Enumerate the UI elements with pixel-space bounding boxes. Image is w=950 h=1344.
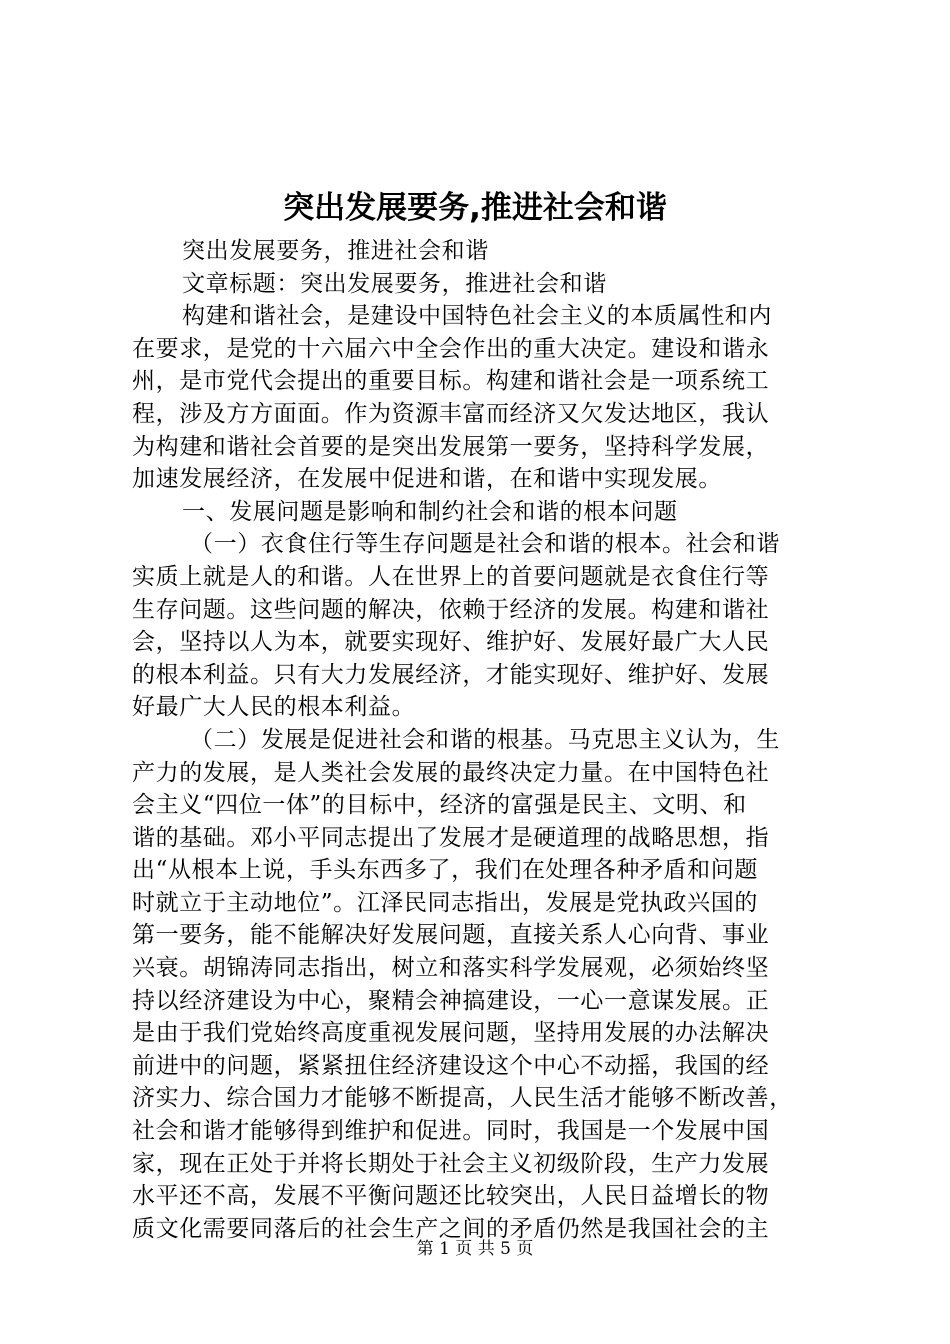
text-line: （一）衣食住行等生存问题是社会和谐的根本。社会和谐: [190, 531, 780, 558]
text-line: 第一要务，能不能解决好发展问题，直接关系人心向背、事业: [132, 922, 770, 949]
text-line: 前进中的问题，紧紧扭住经济建设这个中心不动摇，我国的经: [132, 1052, 770, 1079]
section-heading: 一、发展问题是影响和制约社会和谐的根本问题: [182, 498, 678, 525]
text-line: 为构建和谐社会首要的是突出发展第一要务，坚持科学发展，: [132, 433, 770, 460]
text-line: 出“从根本上说，手头东西多了，我们在处理各种矛盾和问题: [132, 857, 758, 884]
text-line: 会主义“四位一体”的目标中，经济的富强是民主、文明、和: [132, 792, 747, 819]
text-line: 加速发展经济，在发展中促进和谐，在和谐中实现发展。: [132, 466, 722, 493]
page-footer: 第 1 页 共 5 页: [416, 1239, 534, 1259]
text-line: 在要求，是党的十六届六中全会作出的重大决定。建设和谐永: [132, 335, 770, 362]
text-line: 质文化需要同落后的社会生产之间的矛盾仍然是我国社会的主: [132, 1215, 770, 1242]
text-line: 兴衰。胡锦涛同志指出，树立和落实科学发展观，必须始终坚: [132, 955, 770, 982]
text-line: 州，是市党代会提出的重要目标。构建和谐社会是一项系统工: [132, 368, 770, 395]
text-line: 水平还不高，发展不平衡问题还比较突出，人民日益增长的物: [132, 1183, 770, 1210]
document-title: 突出发展要务,推进社会和谐: [283, 190, 667, 226]
text-line: 好最广大人民的根本利益。: [132, 694, 416, 721]
text-line: 生存问题。这些问题的解决，依赖于经济的发展。构建和谐社: [132, 596, 770, 623]
text-line: 时就立于主动地位”。江泽民同志指出，发展是党执政兴国的: [132, 889, 758, 916]
text-line: 程，涉及方方面面。作为资源丰富而经济又欠发达地区，我认: [132, 400, 770, 427]
document-body: [132, 235, 832, 1245]
text-line: 实质上就是人的和谐。人在世界上的首要问题就是衣食住行等: [132, 563, 770, 590]
text-line: 家，现在正处于并将长期处于社会主义初级阶段，生产力发展: [132, 1150, 770, 1177]
text-line: 文章标题：突出发展要务，推进社会和谐: [182, 270, 607, 297]
text-line: 会，坚持以人为本，就要实现好、维护好、发展好最广大人民: [132, 629, 770, 656]
text-line: 谐的基础。邓小平同志提出了发展才是硬道理的战略思想，指: [132, 824, 770, 851]
text-line: 的根本利益。只有大力发展经济，才能实现好、维护好、发展: [132, 661, 770, 688]
text-line: 持以经济建设为中心，聚精会神搞建设，一心一意谋发展。正: [132, 987, 770, 1014]
text-line: 构建和谐社会，是建设中国特色社会主义的本质属性和内: [182, 303, 772, 330]
text-line: 济实力、综合国力才能够不断提高，人民生活才能够不断改善，: [132, 1085, 793, 1112]
text-line: （二）发展是促进社会和谐的根基。马克思主义认为，生: [190, 726, 780, 753]
text-line: 突出发展要务，推进社会和谐: [182, 238, 489, 264]
text-line: 社会和谐才能够得到维护和促进。同时，我国是一个发展中国: [132, 1118, 770, 1145]
text-line: 产力的发展，是人类社会发展的最终决定力量。在中国特色社: [132, 759, 770, 786]
text-line: 是由于我们党始终高度重视发展问题，坚持用发展的办法解决: [132, 1020, 770, 1047]
